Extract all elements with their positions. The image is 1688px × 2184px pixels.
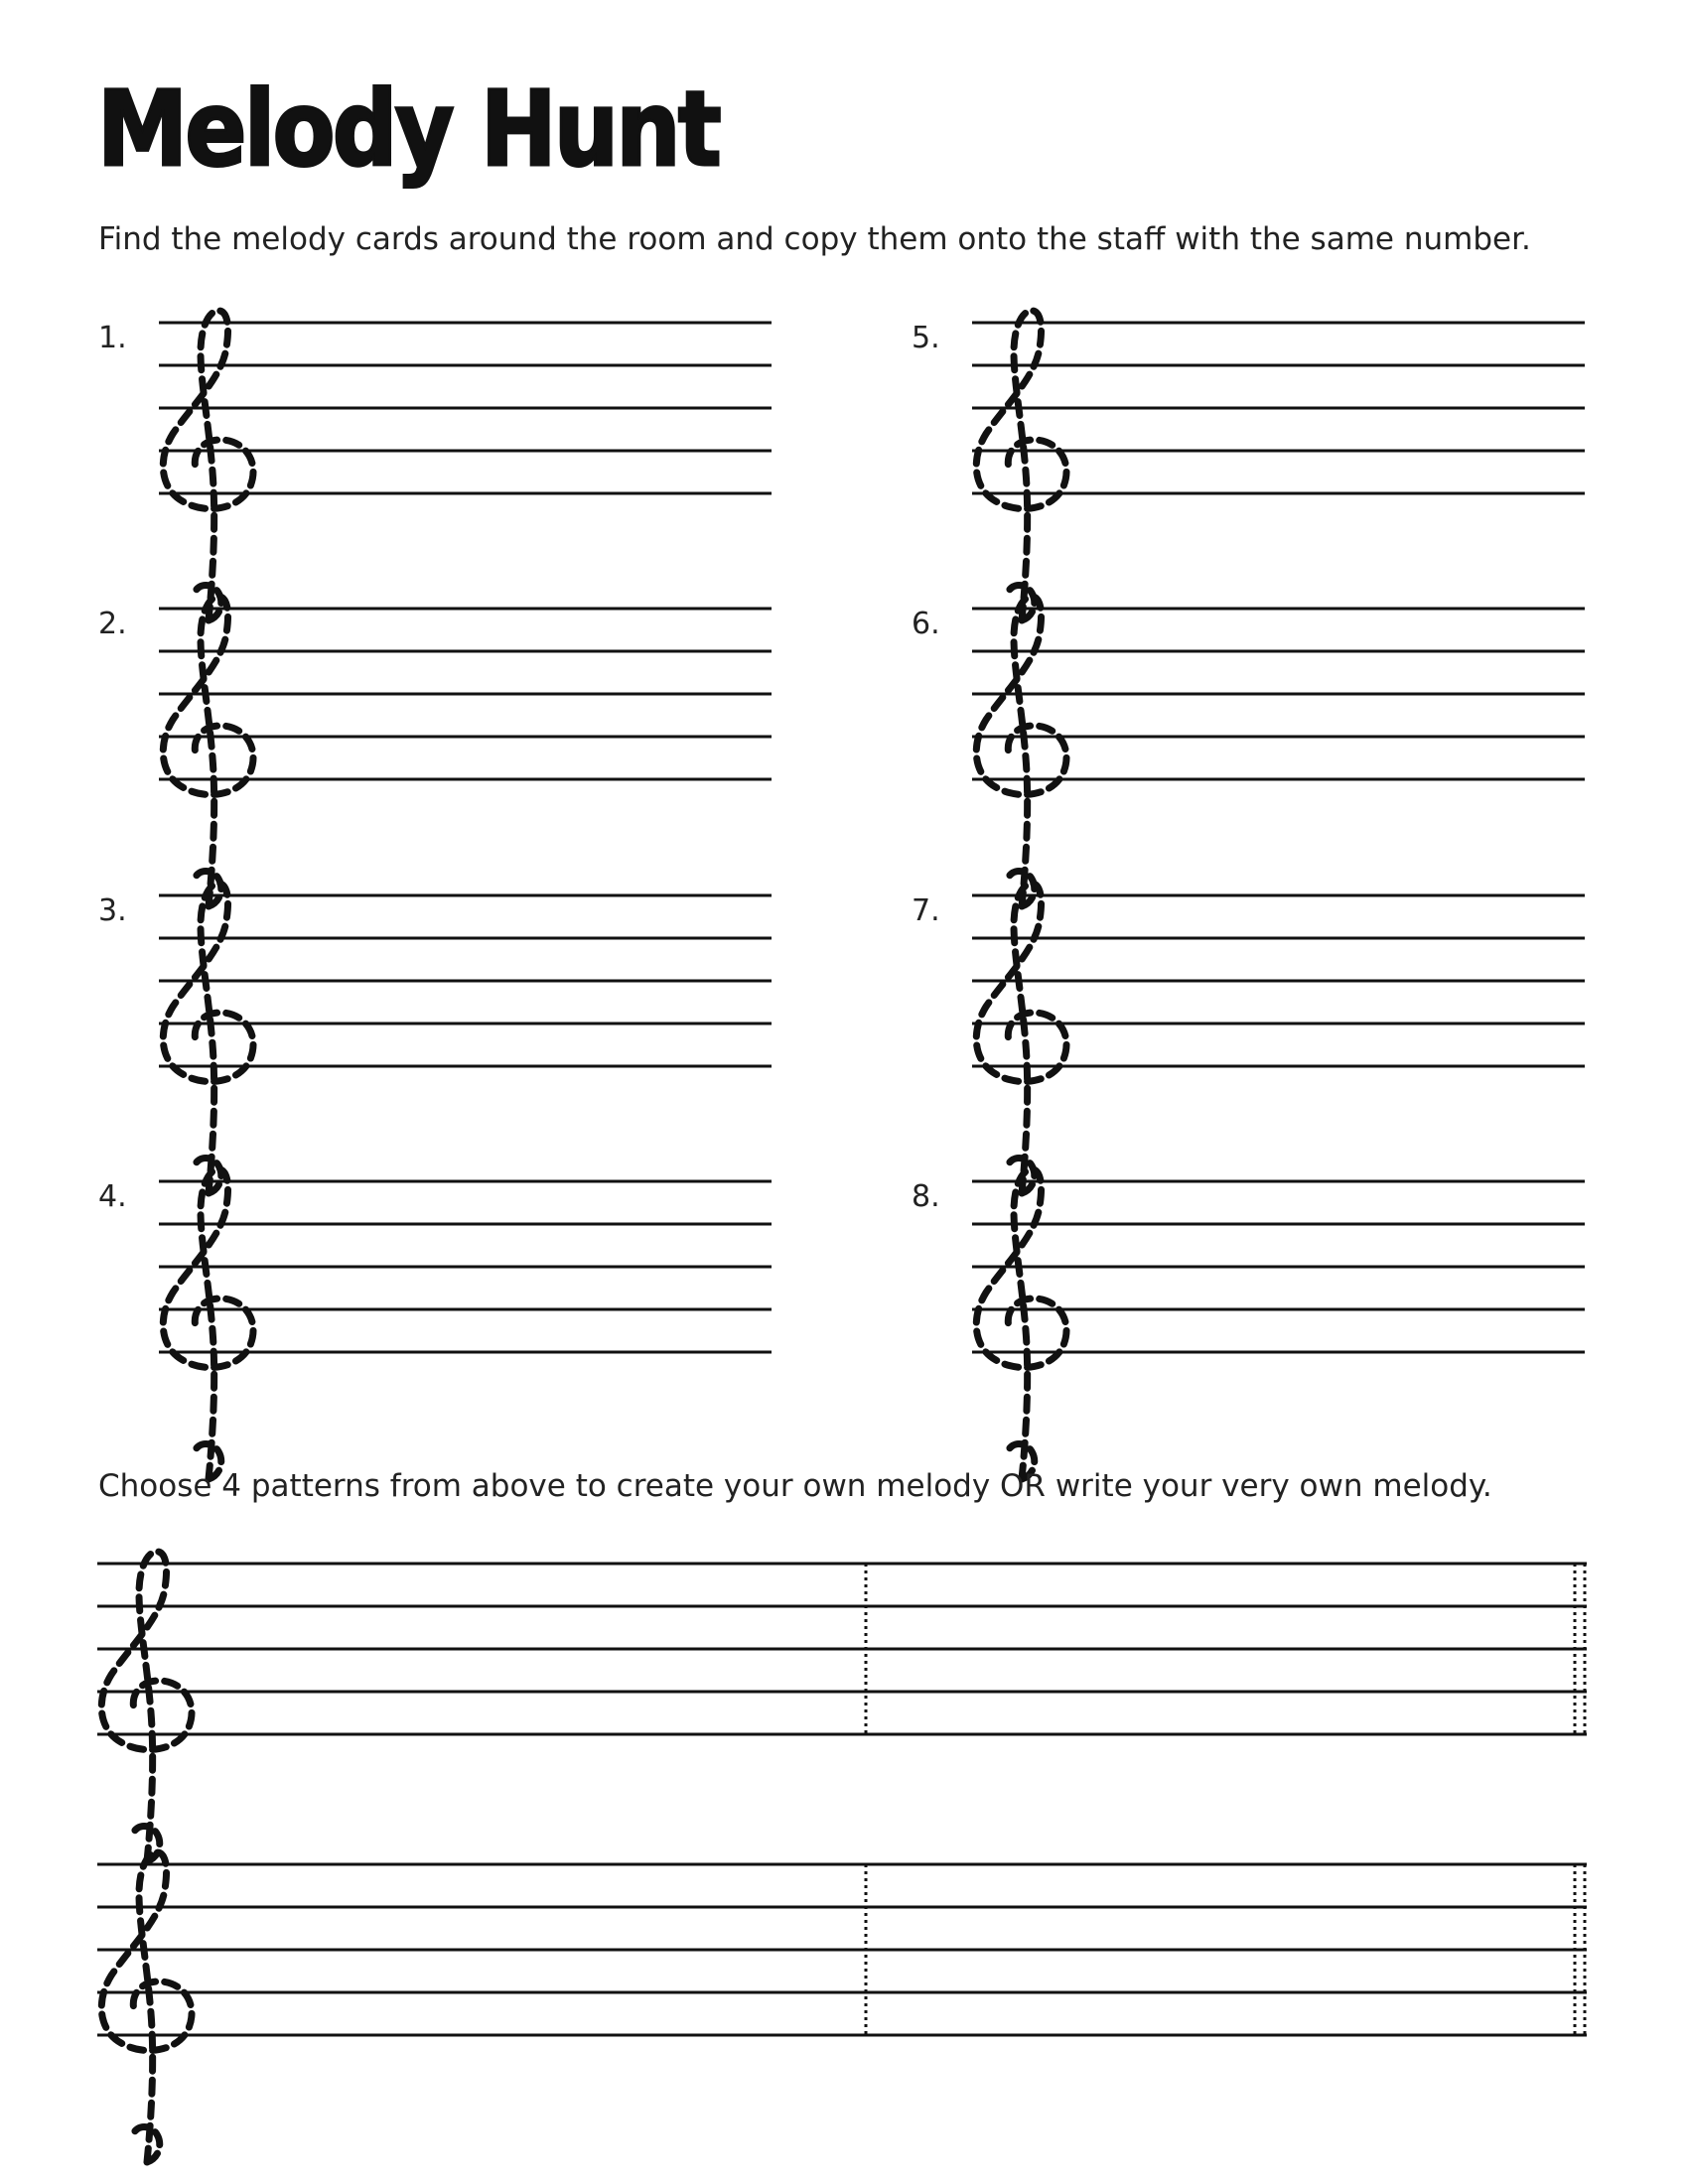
composition-staff-2[interactable] — [97, 1840, 1591, 2098]
dashed-treble-clef-icon — [976, 597, 1066, 906]
staff-7[interactable] — [972, 871, 1588, 1129]
compose-instructions: Choose 4 patterns from above to create your own melody OR write your very own melody. — [98, 1468, 1492, 1504]
staff-number-6: 6. — [912, 607, 940, 641]
staff-6[interactable] — [972, 584, 1588, 842]
staff-number-3: 3. — [98, 893, 127, 928]
staff-number-1: 1. — [98, 321, 127, 355]
staff-5[interactable] — [972, 298, 1588, 556]
staff-4[interactable] — [159, 1157, 774, 1415]
staff-number-8: 8. — [912, 1179, 940, 1214]
find-instructions: Find the melody cards around the room and copy them onto the staff with the same number. — [98, 221, 1531, 257]
dashed-treble-clef-icon — [101, 1552, 192, 1861]
staff-2[interactable] — [159, 584, 774, 842]
dashed-treble-clef-icon — [976, 311, 1066, 620]
dashed-treble-clef-icon — [101, 1852, 192, 2162]
page-title: Melody Hunt — [97, 68, 720, 190]
staff-number-5: 5. — [912, 321, 940, 355]
dashed-treble-clef-icon — [163, 884, 253, 1193]
dashed-treble-clef-icon — [163, 311, 253, 620]
composition-staff-1[interactable] — [97, 1539, 1591, 1797]
dashed-treble-clef-icon — [976, 884, 1066, 1193]
staff-number-2: 2. — [98, 607, 127, 641]
staff-1[interactable] — [159, 298, 774, 556]
dashed-treble-clef-icon — [976, 1169, 1066, 1479]
staff-number-4: 4. — [98, 1179, 127, 1214]
staff-3[interactable] — [159, 871, 774, 1129]
staff-8[interactable] — [972, 1157, 1588, 1415]
dashed-treble-clef-icon — [163, 597, 253, 906]
staff-number-7: 7. — [912, 893, 940, 928]
dashed-treble-clef-icon — [163, 1169, 253, 1479]
